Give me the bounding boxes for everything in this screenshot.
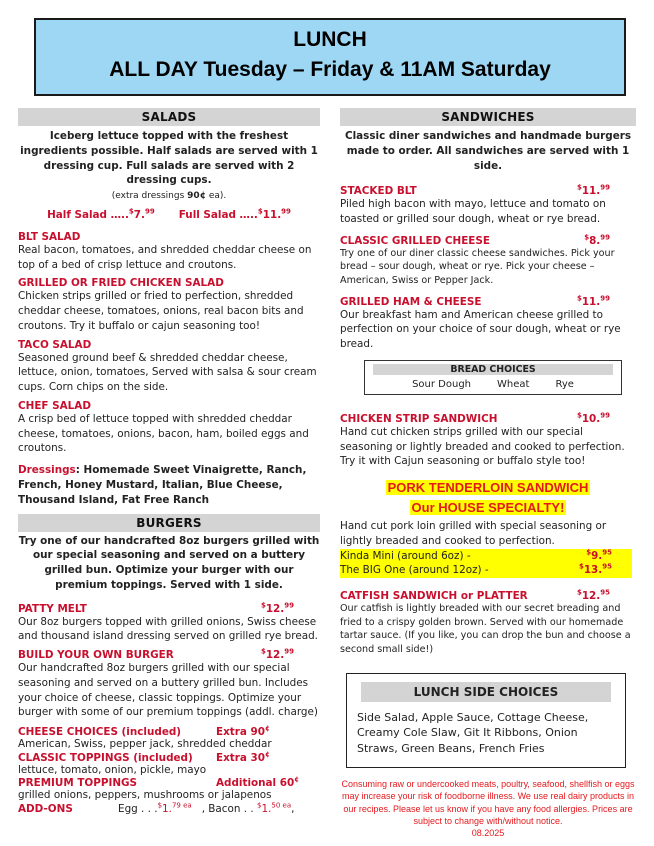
price-cents: 95 — [602, 562, 612, 571]
premium-toppings-desc: grilled onions, peppers, mushrooms or jalapenos — [18, 789, 272, 802]
half-cents: 99 — [144, 207, 155, 216]
burgers-intro: Try one of our handcrafted 8oz burgers grilled with our special seasoning and served on a buttery grilled bun. Optimize your burger with our premium toppings. Served with 1 side. — [18, 534, 320, 591]
cheese-choices-desc: American, Swiss, pepper jack, shredded cheddar — [18, 738, 272, 751]
burger-item-price — [261, 649, 294, 661]
price-cents: 99 — [284, 601, 294, 610]
salad-item-title: TACO SALAD — [18, 338, 92, 351]
chicken-strip-desc: Hand cut chicken strips grilled with our special seasoning or lightly breaded and cooked to perfection. Try it with Cajun seasoning or buffalo style too! — [340, 425, 625, 468]
pork-size-price — [579, 563, 612, 578]
salad-item — [18, 231, 320, 273]
extra-text: Extra 90 — [216, 726, 265, 739]
salads-intro-text: Iceberg lettuce topped with the freshest ingredients possible. Half salads are served with 1 dressing cup. Full salads are served with 2 dressing cups. — [20, 130, 318, 187]
chicken-strip-title: CHICKEN STRIP SANDWICH — [340, 412, 498, 425]
salad-item-title: BLT SALAD — [18, 230, 81, 243]
full-label: Full Salad ….. — [178, 208, 258, 221]
price-dollar: $ — [586, 548, 592, 557]
pork-size-mini — [340, 549, 632, 564]
sandwich-item-title: CLASSIC GRILLED CHEESE — [340, 234, 490, 247]
price-main: 10. — [581, 412, 601, 425]
price-dollar: $ — [260, 647, 266, 656]
dressings-label: Dressings — [18, 464, 76, 477]
price-dollar: $ — [576, 183, 582, 192]
egg-label: Egg . . . — [118, 802, 158, 815]
sandwich-item — [340, 413, 636, 469]
salads-intro — [18, 129, 320, 203]
bacon-cents: 50 ea — [271, 801, 292, 810]
catfish-title: CATFISH SANDWICH or PLATTER — [340, 590, 528, 603]
sandwich-item-desc: Try one of our diner classic cheese sandwiches. Pick your bread – sour dough, wheat or rye. Pick your cheese – American, Swiss or Pepper Jack. — [340, 247, 615, 287]
salad-item-desc: A crisp bed of lettuce topped with shredded cheddar cheese, tomatoes, onions, bacon, ham, boiled eggs and croutons. — [18, 412, 309, 455]
price-cents: 99 — [600, 411, 610, 420]
extra-text: Extra 30 — [216, 751, 265, 764]
bread-choices-heading: BREAD CHOICES — [373, 364, 613, 375]
burgers-heading: BURGERS — [18, 514, 320, 532]
classic-toppings-desc: lettuce, tomato, onion, pickle, mayo — [18, 763, 207, 776]
sandwich-item-desc: Our breakfast ham and American cheese grilled to perfection on your choice of sour dough, wheat or rye bread. — [340, 308, 621, 351]
menu-subtitle: ALL DAY Tuesday – Friday & 11AM Saturday — [109, 58, 551, 81]
add-on-egg — [118, 803, 192, 815]
salad-item-desc: Seasoned ground beef & shredded cheddar cheese, lettuce, onion, tomatoes, Served with salsa & sour cream cups. Corn chips on the side. — [18, 351, 317, 394]
pork-size-price — [586, 549, 612, 564]
classic-toppings-title: CLASSIC TOPPINGS (included) — [18, 751, 193, 764]
salad-item — [18, 400, 320, 456]
salad-item — [18, 277, 320, 333]
bread-option: Sour Dough — [412, 378, 471, 390]
pork-size-big — [340, 563, 632, 578]
salad-item-title: GRILLED OR FRIED CHICKEN SALAD — [18, 277, 224, 290]
add-on-bacon — [202, 803, 295, 815]
bread-options — [365, 379, 621, 390]
full-cents: 99 — [281, 207, 291, 216]
catfish-desc: Our catfish is lightly breaded with our secret breading and fried to a crispy golden brown. Served with our homemade tartar sauce. (If you like, you can drop the bun and choose a second small side!) — [340, 603, 631, 655]
bread-choices-box — [364, 360, 622, 395]
extra-cent: ¢ — [264, 750, 270, 759]
half-dollar: $ — [128, 207, 134, 216]
price-dollar: $ — [576, 588, 582, 597]
extra-cent: ¢ — [294, 775, 300, 784]
pork-title-block — [340, 477, 636, 517]
burger-item-desc: Our 8oz burgers topped with grilled onions, Swiss cheese and thousand island dressing served on grilled rye bread. — [18, 615, 318, 643]
price-main: 12. — [265, 602, 285, 615]
half-price: 7. — [133, 208, 145, 221]
bread-option: Rye — [555, 378, 574, 390]
sandwiches-intro: Classic diner sandwiches and handmade burgers made to order. All sandwiches are served with 1 side. — [344, 130, 632, 172]
catfish-price — [577, 590, 610, 602]
sandwich-item-price — [577, 296, 610, 308]
price-cents: 99 — [600, 233, 610, 242]
salad-item — [18, 339, 320, 395]
egg-cents: 79 ea — [171, 801, 192, 810]
burger-item-desc: Our handcrafted 8oz burgers grilled with our special seasoning and served on a buttery grilled bun. Includes your choice of cheese, classic toppings. Optimize your burger with some of our premium toppings (addl. charge) — [18, 662, 318, 719]
chicken-strip-price — [577, 413, 610, 425]
egg-price: 1. — [162, 802, 172, 815]
dressings-text: : Homemade Sweet Vinaigrette, Ranch, French, Honey Mustard, Italian, Blue Cheese, Thousand Island, Fat Free Ranch — [18, 464, 307, 506]
premium-toppings — [18, 777, 320, 803]
full-dollar: $ — [257, 207, 263, 216]
price-dollar: $ — [584, 233, 590, 242]
half-label: Half Salad ….. — [47, 208, 129, 221]
half-salad-price — [47, 209, 155, 221]
salads-heading: SALADS — [18, 108, 320, 126]
salad-item-desc: Chicken strips grilled or fried to perfection, shredded cheddar cheese, tomatoes, onions, real bacon bits and croutons. Try it buffalo or cajun seasoning too! — [18, 290, 304, 332]
sandwich-item-title: STACKED BLT — [340, 185, 417, 198]
extra-cent: ¢ — [199, 191, 206, 202]
side-choices-list: Side Salad, Apple Sauce, Cottage Cheese, Creamy Cole Slaw, Git It Ribbons, Onion Straws, Green Beans, French Fries — [357, 710, 589, 756]
salad-item-title: CHEF SALAD — [18, 399, 91, 412]
pork-size-label: Kinda Mini (around 6oz) - — [340, 549, 471, 562]
sandwich-item — [340, 590, 636, 656]
pork-size-label: The BIG One (around 12oz) - — [340, 564, 489, 577]
menu-title: LUNCH — [293, 28, 367, 51]
price-main: 11. — [581, 185, 601, 198]
left-column — [18, 108, 320, 815]
bread-option: Wheat — [497, 378, 530, 390]
premium-extra — [216, 777, 299, 789]
price-main: 11. — [581, 295, 601, 308]
burger-item — [18, 649, 320, 720]
sandwiches-heading: SANDWICHES — [340, 108, 636, 126]
menu-header — [34, 18, 626, 96]
bacon-label: , Bacon . . — [201, 802, 254, 815]
price-cents: 99 — [284, 647, 294, 656]
sandwich-item-price — [584, 235, 610, 247]
price-main: 8. — [589, 234, 601, 247]
sandwich-item — [340, 235, 636, 288]
bacon-price: 1. — [261, 802, 272, 815]
bacon-dollar: $ — [256, 801, 262, 810]
salad-item-desc: Real bacon, tomatoes, and shredded cheddar cheese on top of a bed of crisp lettuce and croutons. — [18, 243, 312, 271]
menu-date: 08.2025 — [471, 827, 505, 838]
sandwich-item — [340, 185, 636, 227]
classic-toppings — [18, 752, 320, 778]
classic-extra — [216, 752, 270, 764]
extra-suffix: ea). — [205, 191, 227, 202]
price-main: 9. — [591, 549, 603, 562]
price-dollar: $ — [578, 562, 584, 571]
burger-item-title: BUILD YOUR OWN BURGER — [18, 649, 174, 662]
full-price: 11. — [262, 208, 282, 221]
premium-toppings-title: PREMIUM TOPPINGS — [18, 777, 138, 790]
addon-end: , — [291, 802, 295, 815]
extra-dressing-note — [112, 191, 227, 201]
price-cents: 95 — [602, 548, 612, 557]
side-choices-box — [346, 673, 626, 769]
pork-title: PORK TENDERLOIN SANDWICH — [387, 480, 589, 496]
price-dollar: $ — [576, 411, 582, 420]
extra-prefix: (extra dressings — [111, 191, 188, 202]
add-ons-title: ADD-ONS — [18, 802, 73, 815]
sandwich-item — [340, 296, 636, 352]
pork-desc: Hand cut pork loin grilled with special seasoning or lightly breaded and cooked to perfection. — [340, 520, 607, 547]
right-column — [340, 108, 636, 839]
burger-item-price — [261, 603, 294, 615]
price-cents: 99 — [600, 183, 610, 192]
pork-specialty: Our HOUSE SPECIALTY! — [411, 500, 565, 516]
price-cents: 99 — [600, 294, 610, 303]
price-main: 12. — [265, 649, 285, 662]
sandwich-item-title: GRILLED HAM & CHEESE — [340, 295, 482, 308]
extra-text: Additional 60 — [216, 777, 295, 790]
dressings-list — [18, 463, 320, 507]
price-dollar: $ — [576, 294, 582, 303]
extra-price: 90 — [187, 191, 200, 202]
sandwich-item-price — [577, 185, 610, 197]
cheese-choices-title: CHEESE CHOICES (included) — [18, 726, 182, 739]
side-choices-heading: LUNCH SIDE CHOICES — [361, 682, 611, 702]
full-salad-price — [179, 209, 291, 221]
price-main: 13. — [583, 564, 603, 577]
burger-item — [18, 603, 320, 645]
salad-prices — [18, 209, 320, 221]
cheese-choices — [18, 726, 320, 752]
extra-cent: ¢ — [264, 724, 270, 733]
egg-dollar: $ — [157, 801, 163, 810]
sandwich-item-desc: Piled high bacon with mayo, lettuce and tomato on toasted or grilled sour dough, wheat or rye bread. — [340, 198, 606, 226]
price-dollar: $ — [260, 601, 266, 610]
disclaimer-text: Consuming raw or undercooked meats, poultry, seafood, shellfish or eggs may increase your risk of foodborne illness. We use real dairy products in our recipes. Please let us know if you have any food allergies. Prices are subject to change with/without notice. — [341, 779, 635, 826]
pork-sizes — [340, 549, 632, 579]
disclaimer — [340, 778, 636, 839]
burger-item-title: PATTY MELT — [18, 602, 87, 615]
price-main: 12. — [581, 590, 601, 603]
add-ons — [18, 803, 320, 815]
cheese-extra — [216, 726, 270, 738]
price-cents: 95 — [600, 588, 610, 597]
